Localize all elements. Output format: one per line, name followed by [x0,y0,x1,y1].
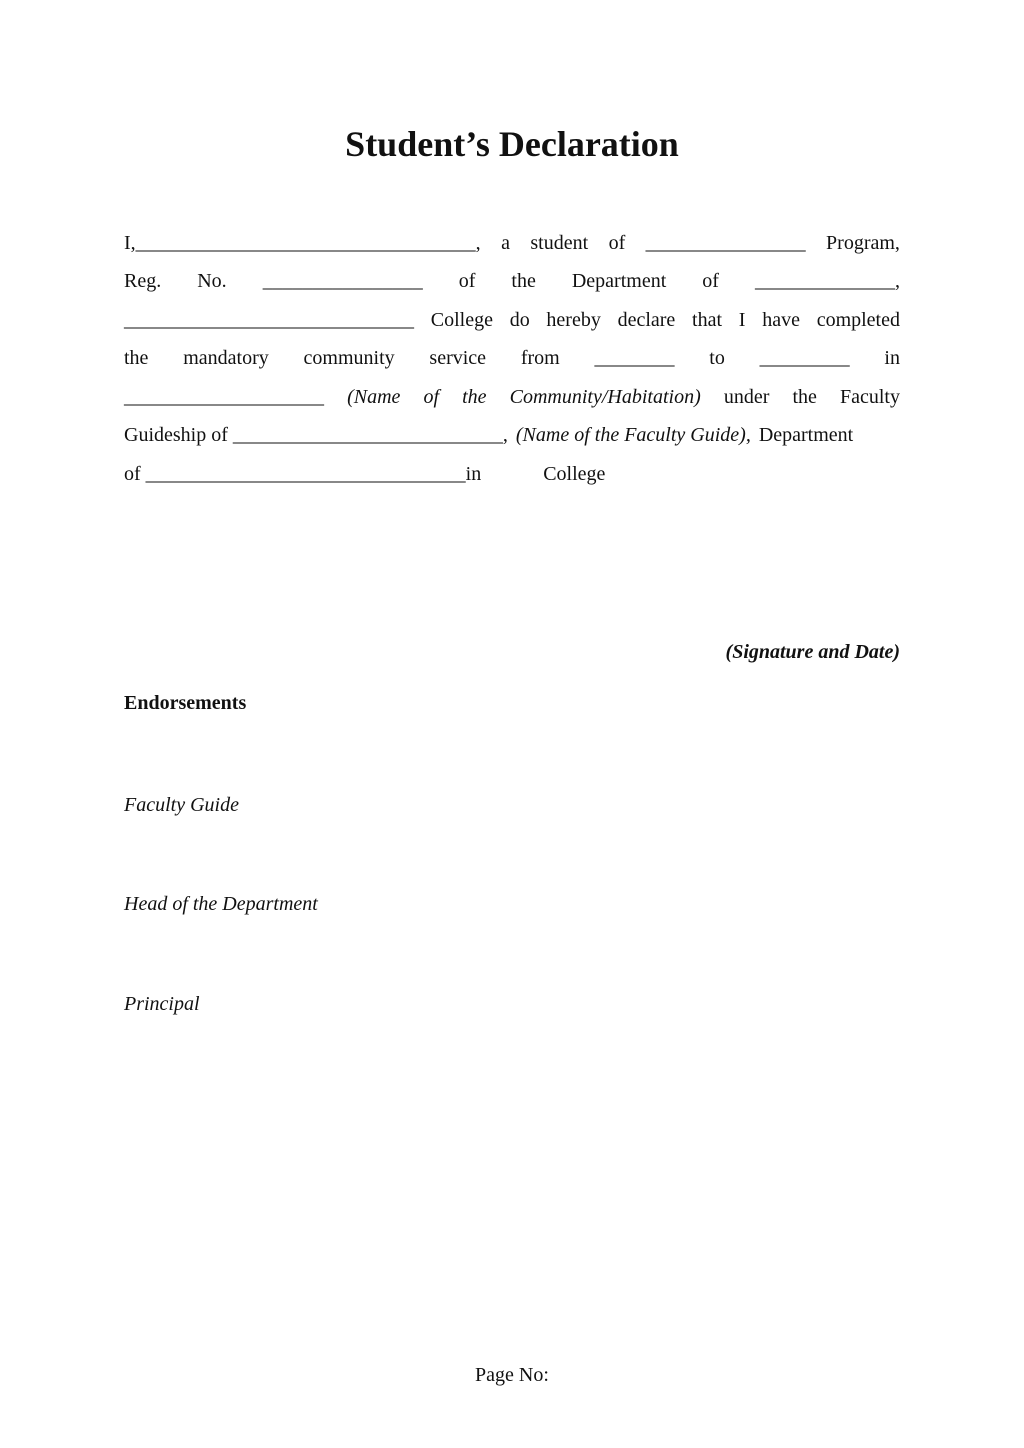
endorsement-faculty-guide: Faculty Guide [124,794,239,816]
declaration-word: of [608,232,626,254]
declaration-word: Program, [826,232,900,254]
declaration-word: service [429,347,487,369]
declaration-word: of [702,270,719,292]
declaration-word: from [520,347,560,369]
declaration-word: of [423,386,440,408]
department-blank: ______________, [754,270,900,292]
declaration-word: do [509,309,530,331]
declaration-word: the [511,270,536,292]
declaration-word: College [543,463,606,485]
declaration-word: completed [816,309,900,331]
declaration-line-6 [124,420,900,450]
declaration-word: to [709,347,725,369]
declaration-line-5 [124,382,900,412]
declaration-word: Department [758,424,854,446]
declaration-word: in [884,347,900,369]
faculty-guide-note: (Name of the Faculty Guide), [515,424,751,446]
declaration-line-2 [124,266,900,296]
declaration-line-1 [124,228,900,258]
declaration-word: the [792,386,817,408]
declaration-line-4 [124,343,900,373]
declaration-word: hereby [546,309,601,331]
college-blank: _____________________________ [124,309,414,331]
declaration-word: Community/Habitation) [509,386,701,408]
declaration-word: No. [197,270,227,292]
declaration-word: Department [571,270,667,292]
declaration-word: student [530,232,589,254]
page-number-label: Page No: [475,1364,549,1386]
declaration-word: I,__________________________________, [124,232,481,254]
endorsement-principal: Principal [124,993,200,1015]
program-blank: ________________ [645,232,806,254]
declaration-word: the [124,347,149,369]
declaration-word: have [762,309,800,331]
declaration-word: (Name [347,386,401,408]
declaration-word: Faculty [839,386,900,408]
declaration-word: of [458,270,476,292]
declaration-word: declare [617,309,676,331]
declaration-line-3 [124,305,900,335]
end-date-blank: _________ [759,347,850,369]
start-date-blank: ________ [594,347,675,369]
declaration-word: that [692,309,723,331]
endorsements-heading: Endorsements [124,692,247,714]
page-title: Student’s Declaration [345,124,679,164]
declaration-word: College [430,309,493,331]
declaration-word: under [723,386,770,408]
declaration-word: the [462,386,487,408]
declaration-word: community [303,347,395,369]
department-college-phrase: of ________________________________in [124,463,482,485]
community-blank: ____________________ [124,386,324,408]
declaration-word: a [501,232,510,254]
signature-label: (Signature and Date) [725,641,900,663]
reg-no-blank: ________________ [262,270,423,292]
endorsement-head-of-department: Head of the Department [124,893,318,915]
declaration-line-7 [124,459,900,489]
faculty-guide-phrase: Guideship of ___________________________, [124,424,508,446]
declaration-word: Reg. [124,270,162,292]
declaration-word: I [738,309,746,331]
declaration-word: mandatory [183,347,269,369]
